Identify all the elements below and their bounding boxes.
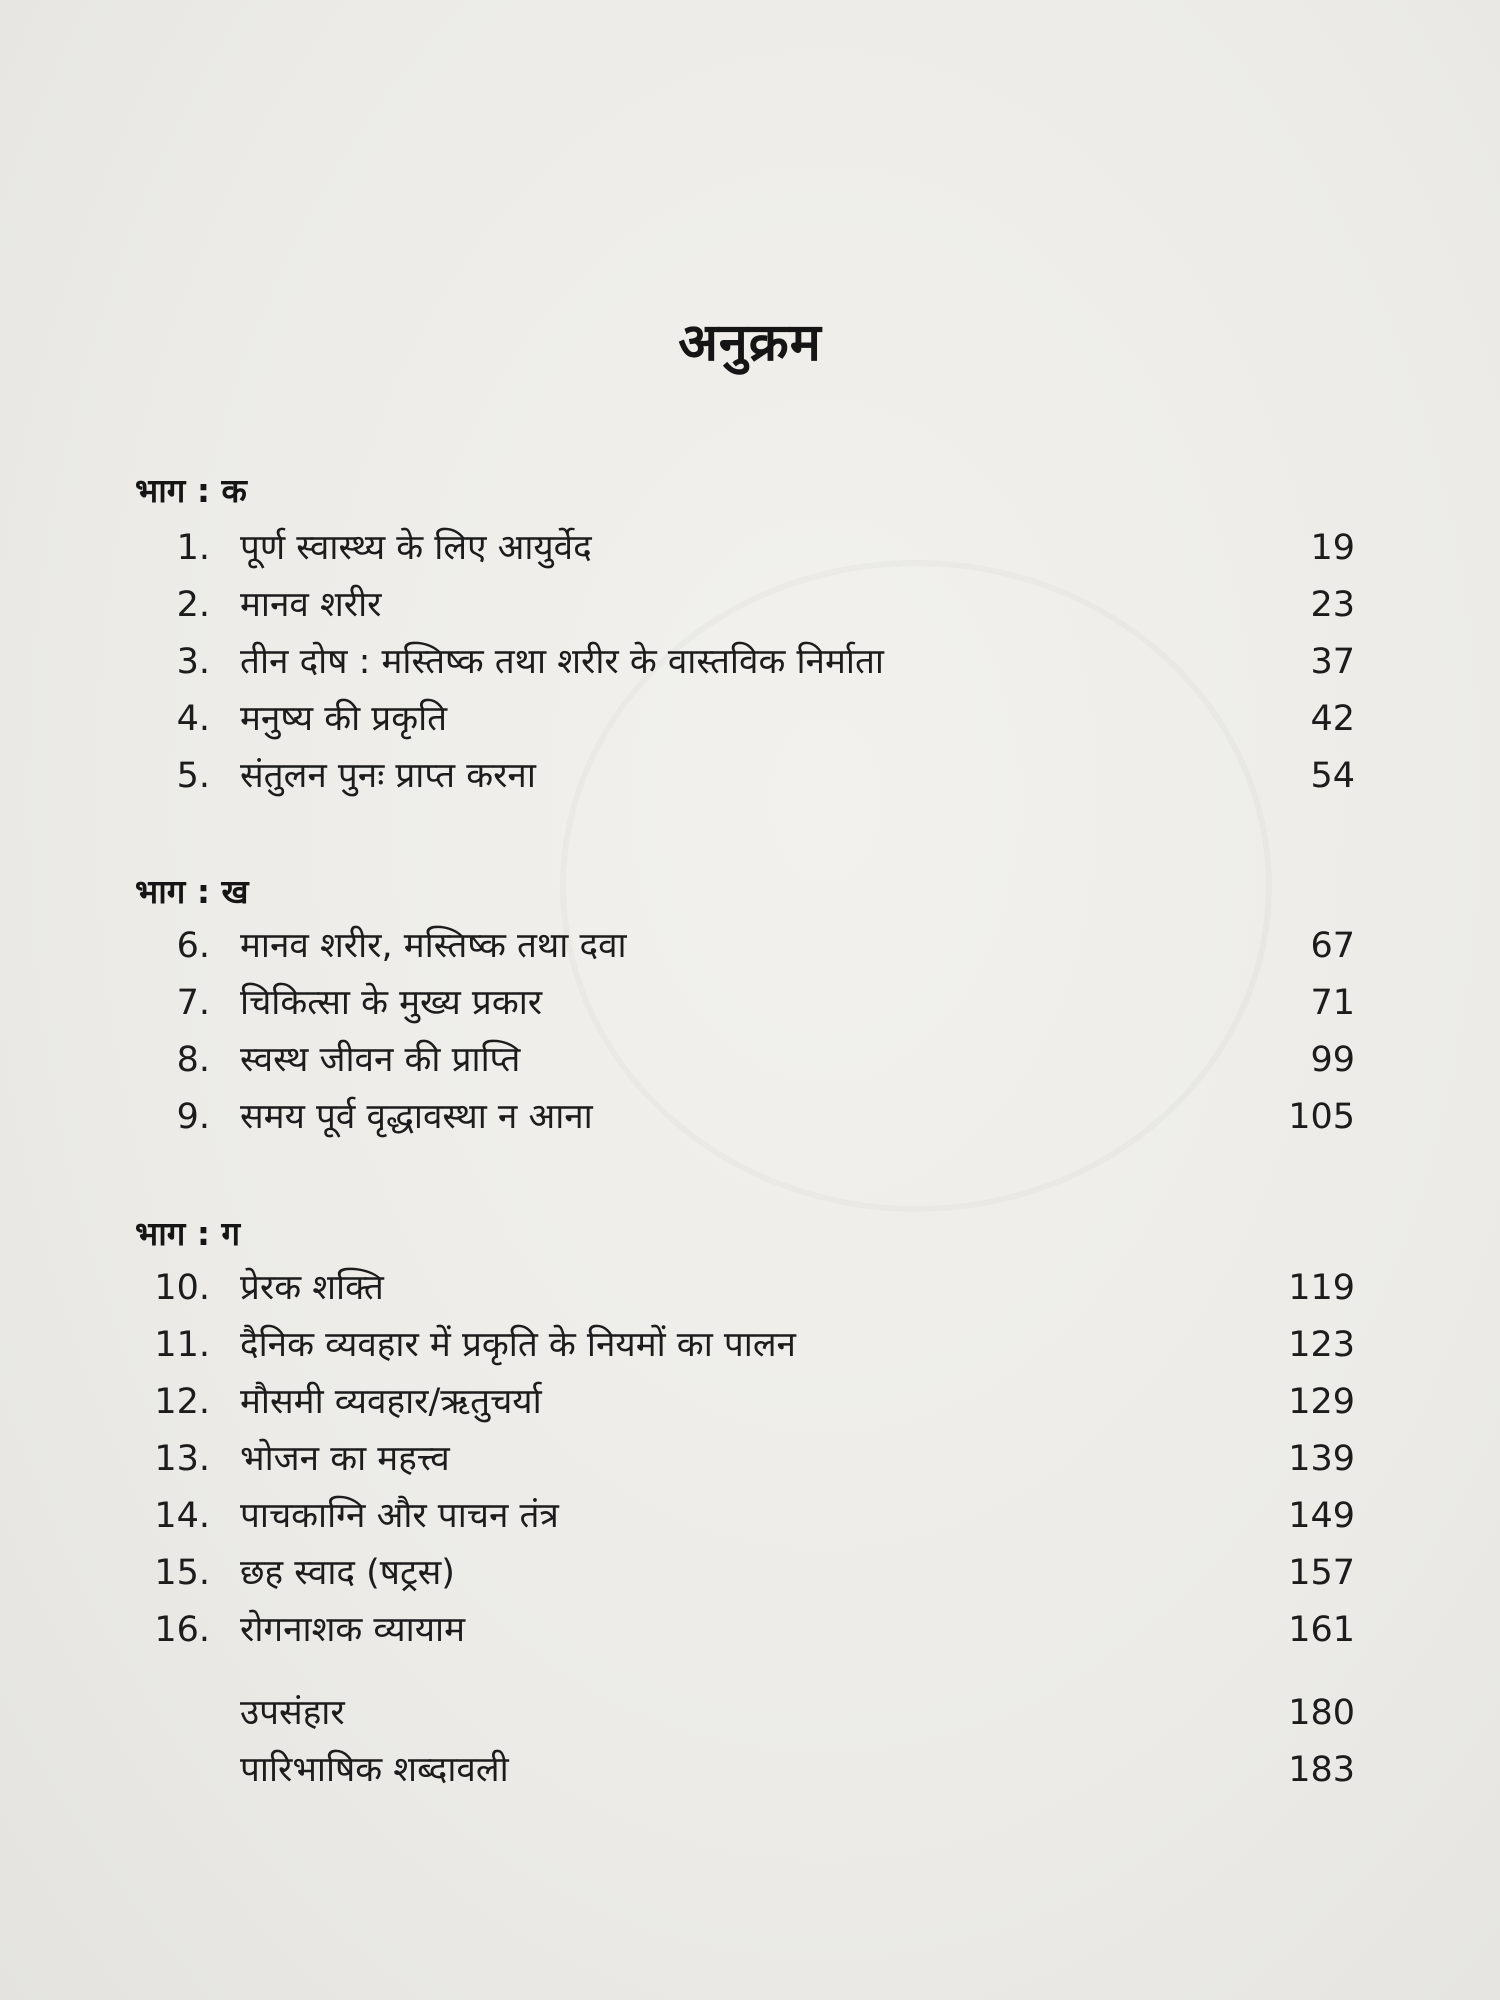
chapter-title: तीन दोष : मस्तिष्क तथा शरीर के वास्तविक निर्माता xyxy=(240,642,884,682)
toc-entry xyxy=(0,1377,1500,1427)
toc-entry xyxy=(0,1035,1500,1085)
page-number: 37 xyxy=(1310,642,1355,682)
chapter-title: भोजन का महत्त्व xyxy=(240,1439,450,1479)
toc-entry xyxy=(0,1434,1500,1484)
page-number: 157 xyxy=(1288,1553,1355,1593)
page-number: 161 xyxy=(1288,1610,1355,1650)
page-number: 139 xyxy=(1288,1439,1355,1479)
part-heading-b: भाग : ख xyxy=(135,872,249,911)
toc-extra-entry xyxy=(0,1745,1500,1795)
chapter-title: समय पूर्व वृद्धावस्था न आना xyxy=(240,1097,593,1137)
chapter-title: मानव शरीर xyxy=(240,585,382,625)
part-heading-c: भाग : ग xyxy=(135,1214,241,1253)
chapter-number: 9. xyxy=(176,1097,210,1137)
toc-entry xyxy=(0,751,1500,801)
chapter-number: 8. xyxy=(176,1040,210,1080)
chapter-title: मानव शरीर, मस्तिष्क तथा दवा xyxy=(240,926,627,966)
chapter-title: पूर्ण स्वास्थ्य के लिए आयुर्वेद xyxy=(240,528,592,568)
chapter-number: 7. xyxy=(176,983,210,1023)
toc-entry xyxy=(0,580,1500,630)
section-title: उपसंहार xyxy=(240,1693,345,1733)
chapter-number: 5. xyxy=(176,756,210,796)
chapter-number: 3. xyxy=(176,642,210,682)
toc-entry xyxy=(0,523,1500,573)
page-number: 99 xyxy=(1310,1040,1355,1080)
chapter-title: पाचकाग्नि और पाचन तंत्र xyxy=(240,1496,559,1536)
page-number: 105 xyxy=(1288,1097,1355,1137)
page-number: 54 xyxy=(1310,756,1355,796)
toc-extra-entry xyxy=(0,1688,1500,1738)
toc-entry xyxy=(0,1548,1500,1598)
part-heading-a: भाग : क xyxy=(135,471,247,510)
chapter-number: 14. xyxy=(154,1496,210,1536)
page-number: 123 xyxy=(1288,1325,1355,1365)
page-number: 149 xyxy=(1288,1496,1355,1536)
section-title: पारिभाषिक शब्दावली xyxy=(240,1750,509,1790)
chapter-title: दैनिक व्यवहार में प्रकृति के नियमों का पालन xyxy=(240,1325,796,1365)
page-number: 42 xyxy=(1310,699,1355,739)
toc-entry xyxy=(0,1491,1500,1541)
chapter-title: मनुष्य की प्रकृति xyxy=(240,699,448,739)
chapter-number: 16. xyxy=(154,1610,210,1650)
page-number: 180 xyxy=(1288,1693,1355,1733)
chapter-title: रोगनाशक व्यायाम xyxy=(240,1610,466,1650)
chapter-title: चिकित्सा के मुख्य प्रकार xyxy=(240,983,543,1023)
toc-entry xyxy=(0,1263,1500,1313)
page-number: 23 xyxy=(1310,585,1355,625)
chapter-number: 11. xyxy=(154,1325,210,1365)
chapter-title: छह स्वाद (षट्रस) xyxy=(240,1553,455,1593)
page-number: 71 xyxy=(1310,983,1355,1023)
chapter-title: प्रेरक शक्ति xyxy=(240,1268,384,1308)
chapter-number: 12. xyxy=(154,1382,210,1422)
page-number: 19 xyxy=(1310,528,1355,568)
page-number: 119 xyxy=(1288,1268,1355,1308)
page-title: अनुक्रम xyxy=(678,313,822,373)
page-number: 129 xyxy=(1288,1382,1355,1422)
toc-entry xyxy=(0,1092,1500,1142)
chapter-number: 4. xyxy=(176,699,210,739)
chapter-number: 13. xyxy=(154,1439,210,1479)
toc-entry xyxy=(0,978,1500,1028)
chapter-title: मौसमी व्यवहार/ऋतुचर्या xyxy=(240,1382,542,1422)
chapter-title: संतुलन पुनः प्राप्त करना xyxy=(240,756,536,796)
toc-entry xyxy=(0,921,1500,971)
chapter-number: 1. xyxy=(176,528,210,568)
chapter-number: 6. xyxy=(176,926,210,966)
chapter-number: 10. xyxy=(154,1268,210,1308)
toc-entry xyxy=(0,637,1500,687)
toc-entry xyxy=(0,694,1500,744)
toc-entry xyxy=(0,1605,1500,1655)
page-number: 183 xyxy=(1288,1750,1355,1790)
page-number: 67 xyxy=(1310,926,1355,966)
toc-entry xyxy=(0,1320,1500,1370)
chapter-number: 15. xyxy=(154,1553,210,1593)
chapter-title: स्वस्थ जीवन की प्राप्ति xyxy=(240,1040,521,1080)
chapter-number: 2. xyxy=(176,585,210,625)
